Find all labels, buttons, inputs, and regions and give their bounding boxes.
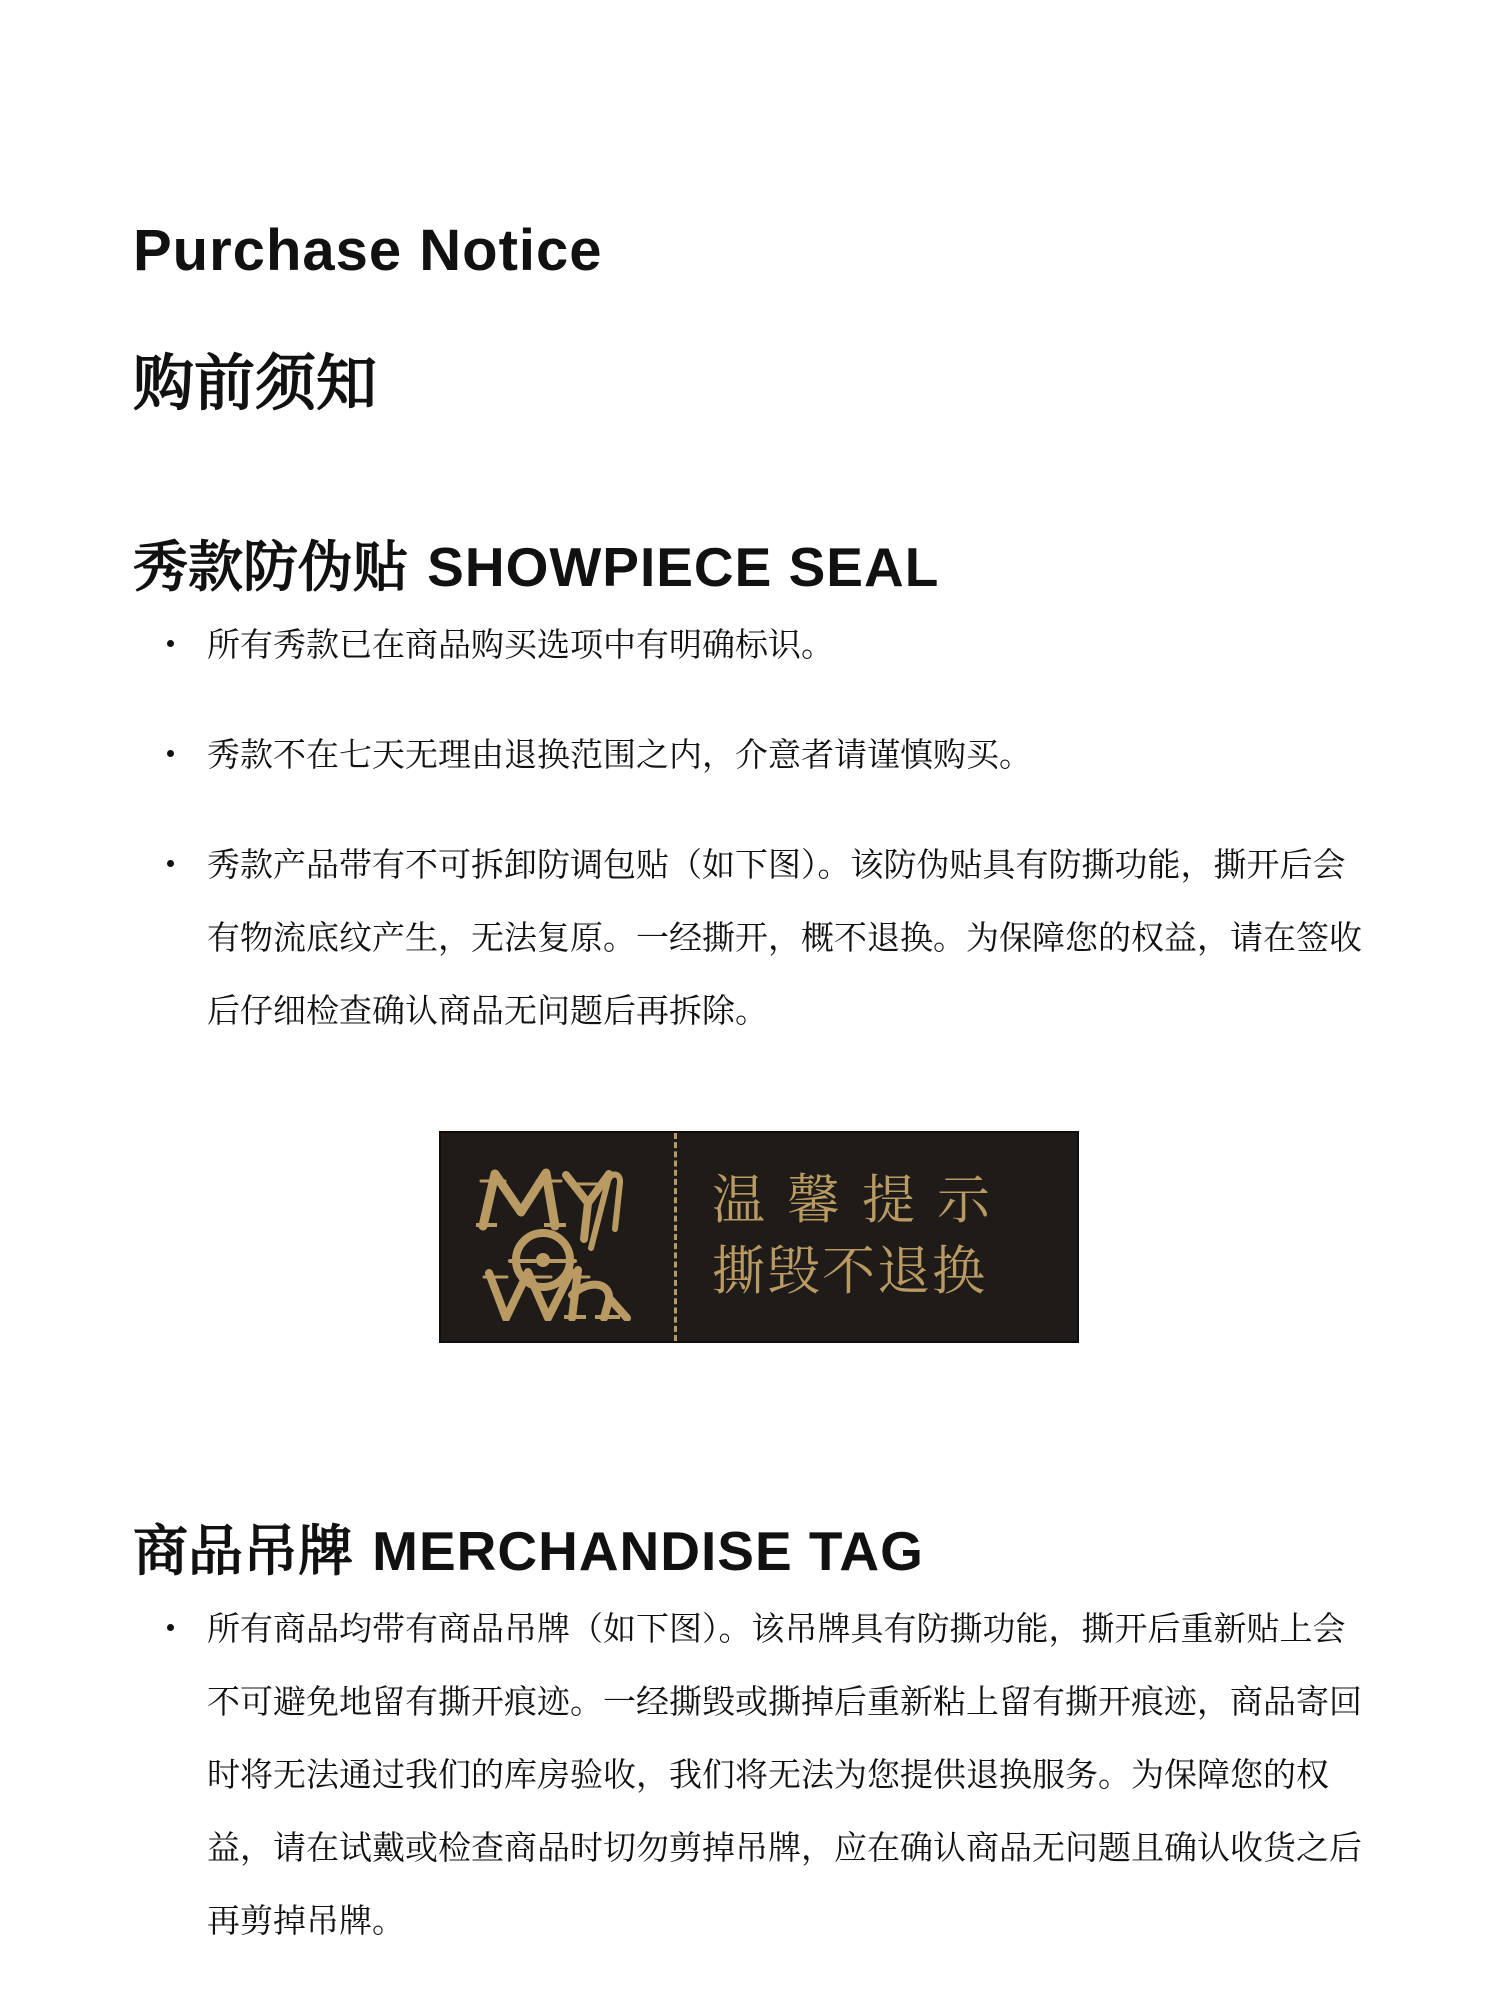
list-item bbox=[160, 718, 1370, 791]
showpiece-seal-bullet-list bbox=[160, 608, 1370, 1084]
page-title-chinese: 购前须知 bbox=[133, 347, 378, 419]
seal-no-return-text: 撕毁不退换 bbox=[712, 1241, 987, 1302]
merchandise-tag-heading-english: MERCHANDISE TAG bbox=[372, 1520, 924, 1582]
merchandise-tag-bullet-list bbox=[160, 1592, 1370, 1994]
bullet-text: 所有秀款已在商品购买选项中有明确标识。 bbox=[207, 625, 834, 664]
merchandise-tag-heading bbox=[133, 1517, 924, 1585]
bullet-dot-icon bbox=[167, 1624, 174, 1631]
list-item bbox=[160, 1592, 1370, 1957]
bullet-text: 秀款不在七天无理由退换范围之内，介意者请谨慎购买。 bbox=[207, 735, 1032, 774]
list-item bbox=[160, 828, 1370, 1047]
bullet-dot-icon bbox=[167, 860, 174, 867]
showpiece-seal-heading-chinese: 秀款防伪贴 bbox=[133, 535, 409, 599]
myoh-logo-icon bbox=[476, 1157, 642, 1321]
anti-tamper-seal-image bbox=[439, 1131, 1079, 1343]
bullet-text: 秀款产品带有不可拆卸防调包贴（如下图）。该防伪贴具有防撕功能，撕开后会有物流底纹产生，无法复原。一经撕开，概不退换。为保障您的权益，请在签收后仔细检查确认商品无问题后再拆除。 bbox=[207, 845, 1362, 1030]
bullet-dot-icon bbox=[167, 750, 174, 757]
bullet-text: 所有商品均带有商品吊牌（如下图）。该吊牌具有防撕功能，撕开后重新贴上会不可避免地留有撕开痕迹。一经撕毁或撕掉后重新粘上留有撕开痕迹，商品寄回时将无法通过我们的库房验收，我们将无法为您提供退换服务。为保障您的权益，请在试戴或检查商品时切勿剪掉吊牌，应在确认商品无问题且确认收货之后再剪掉吊牌。 bbox=[207, 1609, 1362, 1940]
page-title-english: Purchase Notice bbox=[133, 217, 603, 283]
merchandise-tag-heading-chinese: 商品吊牌 bbox=[133, 1519, 354, 1583]
showpiece-seal-heading bbox=[133, 533, 939, 601]
showpiece-seal-heading-english: SHOWPIECE SEAL bbox=[427, 536, 940, 598]
seal-warning-title: 温馨提示 bbox=[712, 1170, 1012, 1231]
list-item bbox=[160, 608, 1370, 681]
dashed-divider bbox=[674, 1133, 677, 1341]
bullet-dot-icon bbox=[167, 640, 174, 647]
